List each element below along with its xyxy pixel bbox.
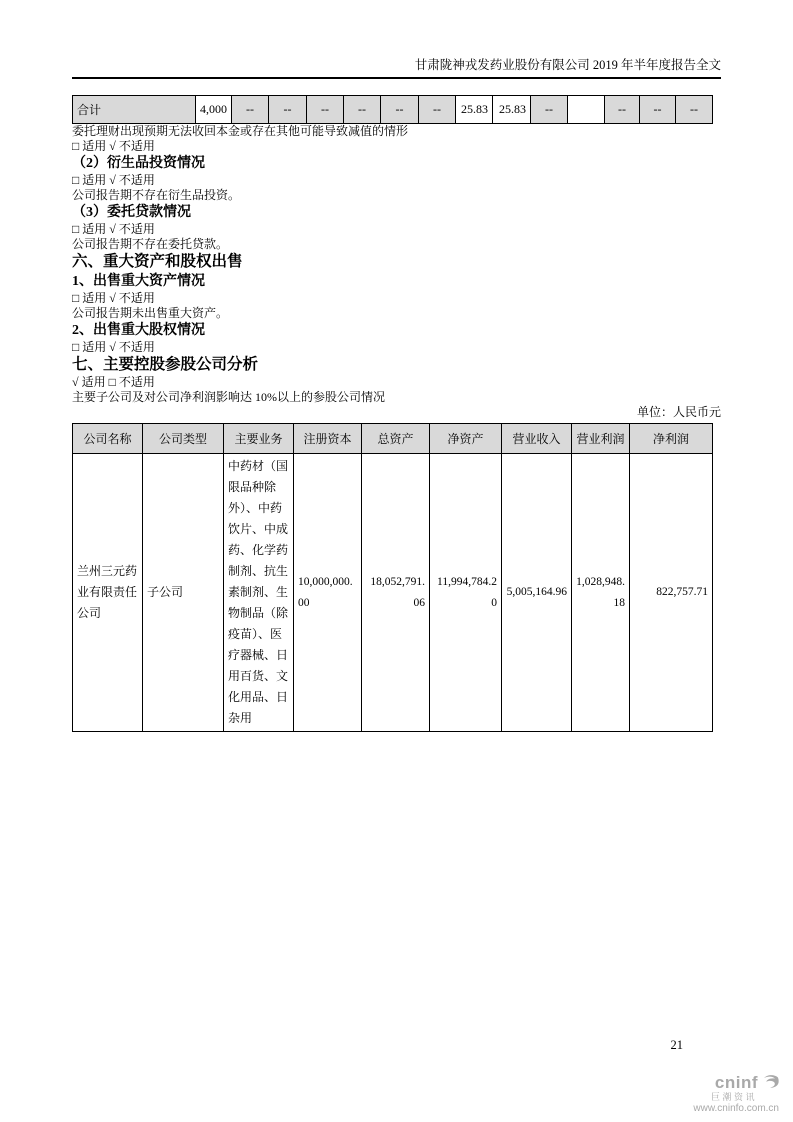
total-row-cell: --: [307, 96, 344, 124]
cell-net-assets: 11,994,784.20: [430, 454, 502, 732]
total-row-cell: 25.83: [493, 96, 531, 124]
header-title: 甘肃陇神戎发药业股份有限公司 2019 年半年度报告全文: [414, 58, 721, 72]
cninfo-chinese-name: 巨潮资讯: [710, 1092, 757, 1102]
cell-revenue: 5,005,164.96: [502, 454, 572, 732]
page-header: [72, 0, 721, 79]
total-row-cell: --: [676, 96, 713, 124]
applicable-check-line: □ 适用 √ 不适用: [72, 340, 155, 354]
column-header-revenue: 营业收入: [502, 424, 572, 454]
total-row-cell: --: [232, 96, 269, 124]
column-header-main-business: 主要业务: [224, 424, 294, 454]
cninfo-url: www.cninfo.com.cn: [693, 1103, 779, 1114]
total-row: [73, 96, 713, 124]
total-row-label: 合计: [73, 96, 196, 124]
section-3-body: 公司报告期不存在委托贷款。: [72, 237, 229, 251]
section-3-entrusted-loans-title: （3）委托贷款情况: [72, 205, 191, 220]
cell-company-type: 子公司: [143, 454, 224, 732]
cell-company-name: 兰州三元药业有限责任公司: [73, 454, 143, 732]
total-row-cell: --: [640, 96, 676, 124]
total-row-cell: 25.83: [456, 96, 493, 124]
entrusted-wealth-total-table: [72, 95, 713, 124]
column-header-operating-profit: 营业利润: [572, 424, 630, 454]
total-row-cell: --: [344, 96, 381, 124]
total-row-cell: 4,000: [196, 96, 232, 124]
total-row-cell: [568, 96, 605, 124]
unit-label: 单位：人民币元: [636, 405, 721, 419]
applicable-check-line: □ 适用 √ 不适用: [72, 139, 155, 153]
column-header-net-assets: 净资产: [430, 424, 502, 454]
subsidiary-table: [72, 423, 713, 732]
total-row-cell: --: [381, 96, 419, 124]
section-6-2-title: 2、出售重大股权情况: [72, 323, 205, 338]
column-header-company-name: 公司名称: [73, 424, 143, 454]
section-7-title: 七、主要控股参股公司分析: [72, 356, 259, 373]
applicable-check-line: □ 适用 √ 不适用: [72, 222, 155, 236]
column-header-company-type: 公司类型: [143, 424, 224, 454]
section-2-derivatives-title: （2）衍生品投资情况: [72, 156, 205, 171]
total-row-cell: --: [269, 96, 307, 124]
column-header-registered-capital: 注册资本: [294, 424, 362, 454]
cell-registered-capital: 10,000,000.00: [294, 454, 362, 732]
cninfo-brand-line: [693, 1073, 779, 1092]
column-header-net-profit: 净利润: [630, 424, 713, 454]
total-row-cell: --: [419, 96, 456, 124]
applicable-check-line: □ 适用 √ 不适用: [72, 173, 155, 187]
entrust-impairment-note: 委托理财出现预期无法收回本金或存在其他可能导致减值的情形: [72, 124, 409, 138]
cell-net-profit: 822,757.71: [630, 454, 713, 732]
cell-operating-profit: 1,028,948.18: [572, 454, 630, 732]
cninfo-swirl-icon: [760, 1073, 779, 1092]
applicable-check-line: □ 适用 √ 不适用: [72, 291, 155, 305]
total-row-cell: --: [531, 96, 568, 124]
subsidiary-row: [73, 454, 713, 732]
section-7-intro: 主要子公司及对公司净利润影响达 10%以上的参股公司情况: [72, 390, 385, 404]
section-6-title: 六、重大资产和股权出售: [72, 253, 243, 270]
total-row-cell: --: [605, 96, 640, 124]
section-6-1-body: 公司报告期未出售重大资产。: [72, 306, 229, 320]
section-6-1-title: 1、出售重大资产情况: [72, 274, 205, 289]
applicable-check-line: √ 适用 □ 不适用: [72, 375, 155, 389]
subsidiary-table-header-row: [73, 424, 713, 454]
column-header-total-assets: 总资产: [362, 424, 430, 454]
cninfo-brand-text: cninf: [714, 1073, 758, 1092]
cninfo-logo: [693, 1073, 779, 1114]
section-2-body: 公司报告期不存在衍生品投资。: [72, 188, 241, 202]
page-number: 21: [670, 1038, 683, 1052]
cell-total-assets: 18,052,791.06: [362, 454, 430, 732]
cell-main-business: 中药材（国限品种除外）、中药饮片、中成药、化学药制剂、抗生素制剂、生物制品（除疫苗）、医疗器械、日用百货、文化用品、日杂用: [224, 454, 294, 732]
